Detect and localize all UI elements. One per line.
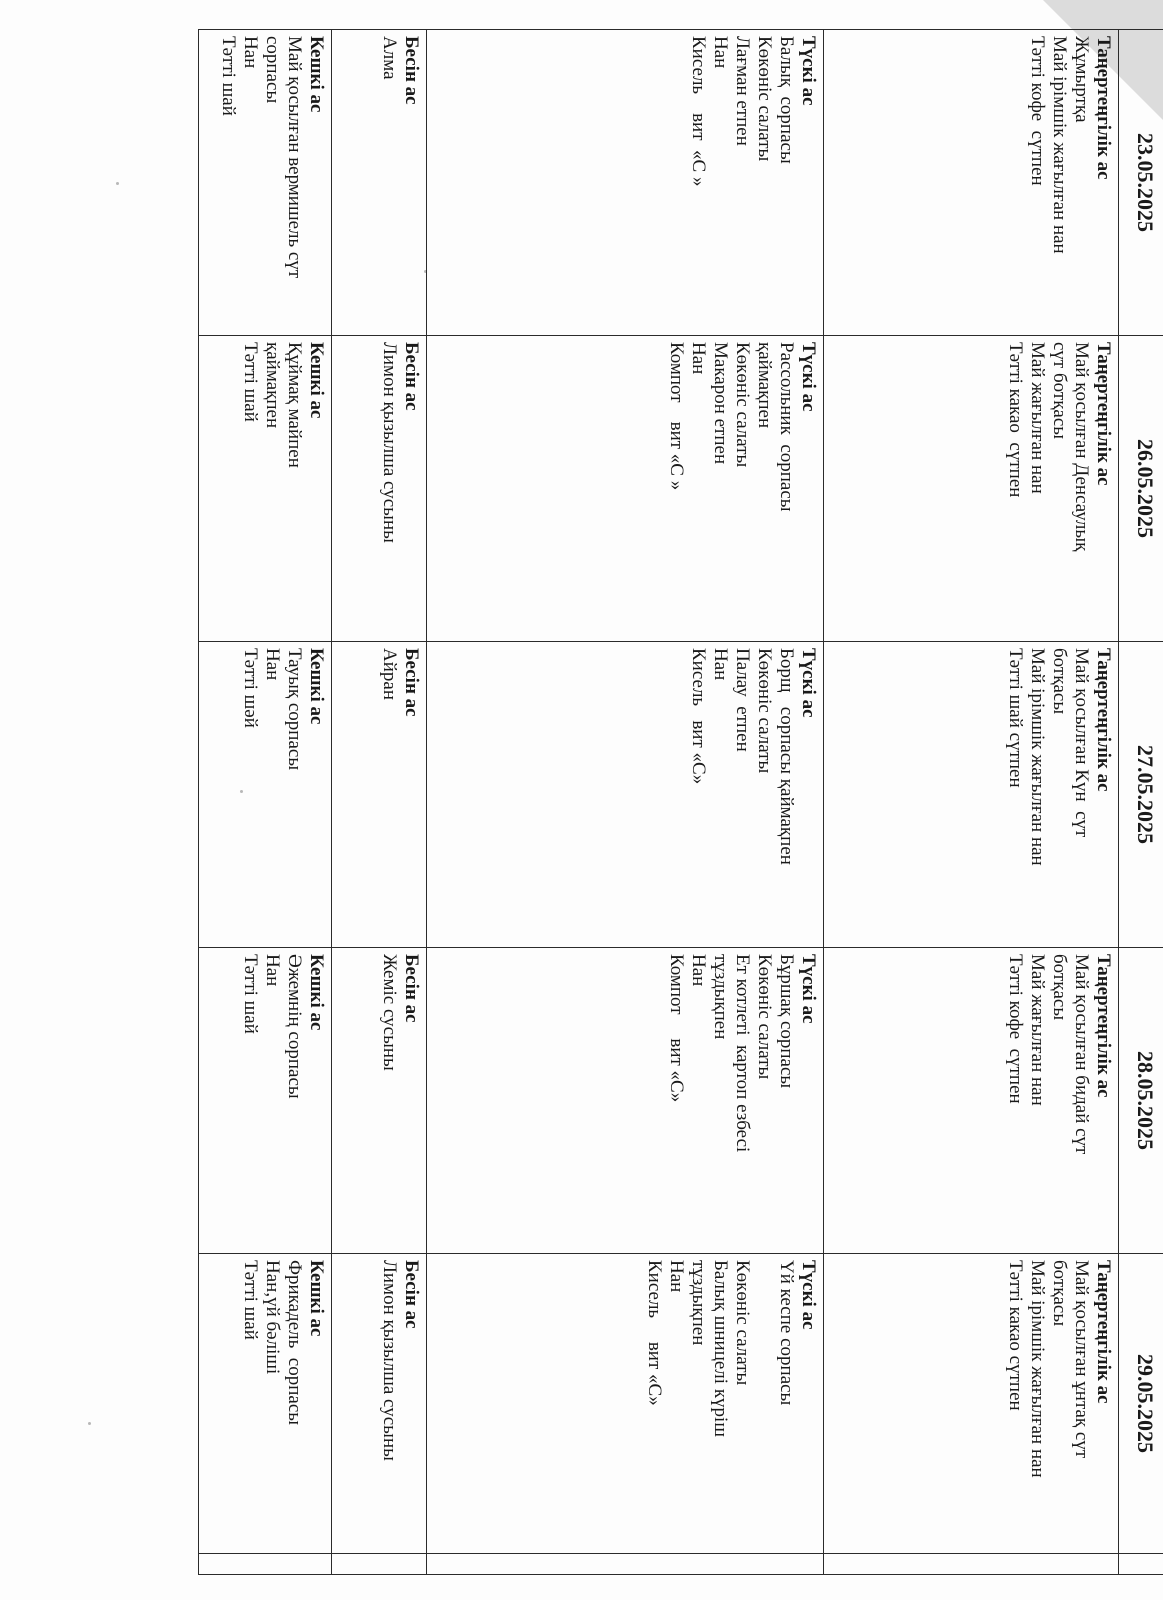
menu-item: Май қосылған ұнтақ сүт [1071, 1260, 1092, 1459]
menu-item: Көкөніс салаты [732, 1260, 753, 1386]
menu-item: Тәтті шай [240, 1260, 261, 1340]
menu-item: Бұршақ сорпасы [776, 954, 797, 1089]
breakfast-row [824, 30, 1119, 1575]
lunch-cell [427, 642, 824, 948]
menu-item: Құймақ майпен [284, 342, 305, 468]
menu-item: сорпасы [262, 36, 283, 104]
menu-item: Тәтті кофе сүтпен [1005, 954, 1026, 1104]
menu-item: қаймақпен [262, 342, 283, 429]
meal-title: Таңертеңгілік ас [1093, 648, 1114, 792]
meal-title: Таңертеңгілік ас [1093, 954, 1114, 1098]
menu-item: Нан,үй бәліші [262, 1260, 283, 1375]
menu-item: Май қосылған Денсаулық [1071, 342, 1092, 552]
menu-item: қаймақпен [754, 342, 775, 429]
menu-item: Көкөніс салаты [732, 342, 753, 468]
menu-item: Тәтті какао сүтпен [1005, 1260, 1026, 1411]
meal-title: Түскі ас [798, 1260, 819, 1330]
date-header: 29.05.2025 [1119, 1254, 1163, 1554]
date-header: 28.05.2025 [1119, 948, 1163, 1254]
menu-item: Көкөніс салаты [754, 36, 775, 162]
menu-item: Фрикадель сорпасы [284, 1260, 305, 1426]
menu-item: Тәтті шай [240, 342, 261, 422]
breakfast-cell [824, 336, 1119, 642]
snack-cell [332, 1254, 427, 1554]
date-header-row [1119, 30, 1163, 1575]
menu-item: Нан [262, 954, 283, 987]
breakfast-cell [824, 30, 1119, 336]
menu-item: Үй кеспе сорпасы [776, 1260, 797, 1406]
meal-title: Бесін ас [401, 36, 422, 105]
menu-item: тұздықпен [688, 1260, 709, 1346]
snack-cell [332, 642, 427, 948]
menu-item: Балық шницелі күріш [710, 1260, 731, 1437]
meal-title: Түскі ас [798, 648, 819, 718]
empty-cell [427, 1554, 824, 1575]
menu-item: Жұмыртқа [1071, 36, 1092, 123]
menu-item: Тәтті шай сүтпен [1005, 648, 1026, 788]
empty-cell [199, 1554, 332, 1575]
menu-item: тұздықпен [710, 954, 731, 1040]
snack-row [332, 30, 427, 1575]
menu-item: ботқасы [1049, 1260, 1070, 1327]
date-header: 23.05.2025 [1119, 30, 1163, 336]
menu-item: Нан [688, 954, 709, 987]
breakfast-cell [824, 1254, 1119, 1554]
meal-title: Таңертеңгілік ас [1093, 36, 1114, 180]
menu-item: Тауық сорпасы [284, 648, 305, 771]
meal-title: Кешкі ас [306, 1260, 327, 1337]
breakfast-cell [824, 948, 1119, 1254]
lunch-cell [427, 30, 824, 336]
menu-item [753, 1260, 775, 1543]
menu-item: Көкөніс салаты [754, 648, 775, 774]
dinner-cell [199, 336, 332, 642]
meal-title: Кешкі ас [306, 342, 327, 419]
menu-item: Май ірімшік жағылған нан [1027, 1260, 1048, 1478]
menu-item: Май ірімшік жағылған нан [1049, 36, 1070, 254]
snack-cell [332, 336, 427, 642]
menu-item: Тәтті кофе сүтпен [1027, 36, 1048, 186]
meal-title: Таңертеңгілік ас [1093, 1260, 1114, 1404]
meal-title: Түскі ас [798, 36, 819, 106]
menu-item: Нан [710, 36, 731, 69]
menu-item: Ет котлеті картоп езбесі [732, 954, 753, 1153]
menu-item: Лағман етпен [732, 36, 753, 146]
lunch-cell [427, 1254, 824, 1554]
empty-cell [332, 1554, 427, 1575]
menu-item: Май қосылған бидай сүт [1071, 954, 1092, 1155]
dinner-cell [199, 30, 332, 336]
menu-item: Тәтті шай [240, 954, 261, 1034]
scan-speck [116, 182, 119, 185]
menu-item: Лимон қызылша сусыны [379, 1260, 400, 1461]
lunch-cell [427, 948, 824, 1254]
meal-title: Бесін ас [401, 648, 422, 717]
menu-item: Май қосылған Күн сүт [1071, 648, 1092, 838]
menu-item: Тәтті шай [218, 36, 239, 116]
menu-item: Кисель вит «С» [644, 1260, 665, 1406]
menu-item: Рассольник сорпасы [776, 342, 797, 512]
menu-item: Борщ сорпасы қаймақпен [776, 648, 797, 865]
menu-item: Кисель вит «С» [688, 648, 709, 785]
menu-item: Айран [379, 648, 400, 700]
dinner-cell [199, 642, 332, 948]
menu-item: Май ірімшік жағылған нан [1027, 648, 1048, 866]
menu-item: Нан [666, 1260, 687, 1293]
meal-title: Кешкі ас [306, 648, 327, 725]
menu-item: Тәтті шәй [240, 648, 261, 728]
menu-table [198, 29, 1163, 1575]
empty-column-header [1119, 1554, 1163, 1575]
menu-item: Нан [688, 342, 709, 375]
menu-item: сүт ботқасы [1049, 342, 1070, 440]
dinner-row [199, 30, 332, 1575]
menu-item: Май қосылған вермишель сүт [284, 36, 305, 279]
lunch-row [427, 30, 824, 1575]
dinner-cell [199, 948, 332, 1254]
snack-cell [332, 30, 427, 336]
meal-title: Таңертеңгілік ас [1093, 342, 1114, 486]
date-header: 27.05.2025 [1119, 642, 1163, 948]
scan-speck [88, 1422, 91, 1425]
menu-item: Балық сорпасы [776, 36, 797, 164]
menu-item: Кисель вит «С » [688, 36, 709, 187]
breakfast-cell [824, 642, 1119, 948]
menu-item: Компот вит «С » [666, 342, 687, 491]
date-header: 26.05.2025 [1119, 336, 1163, 642]
meal-title: Түскі ас [798, 342, 819, 412]
meal-title: Бесін ас [401, 1260, 422, 1329]
menu-sheet [218, 29, 1163, 1574]
meal-title: Бесін ас [401, 342, 422, 411]
menu-item: Алма [379, 36, 400, 80]
menu-item: Нан [262, 648, 283, 681]
menu-item: Көкөніс салаты [754, 954, 775, 1080]
menu-item: Әжемнің сорпасы [284, 954, 305, 1099]
menu-item: Нан [240, 36, 261, 69]
meal-title: Кешкі ас [306, 954, 327, 1031]
meal-title: Бесін ас [401, 954, 422, 1023]
menu-item: Макарон етпен [710, 342, 731, 465]
lunch-cell [427, 336, 824, 642]
menu-item: ботқасы [1049, 954, 1070, 1021]
menu-item: Тәтті какао сүтпен [1005, 342, 1026, 498]
menu-item: Компот вит «С» [666, 954, 687, 1103]
empty-cell [824, 1554, 1119, 1575]
menu-item: Лимон қызылша сусыны [379, 342, 400, 543]
snack-cell [332, 948, 427, 1254]
menu-item: Палау етпен [732, 648, 753, 752]
meal-title: Түскі ас [798, 954, 819, 1024]
menu-item: Май жағылған нан [1027, 954, 1048, 1106]
menu-item: Май жағылған нан [1027, 342, 1048, 494]
menu-item: Нан [710, 648, 731, 681]
dinner-cell [199, 1254, 332, 1554]
menu-item: Жеміс сусыны [379, 954, 400, 1071]
meal-title: Кешкі ас [306, 36, 327, 113]
menu-item: ботқасы [1049, 648, 1070, 715]
